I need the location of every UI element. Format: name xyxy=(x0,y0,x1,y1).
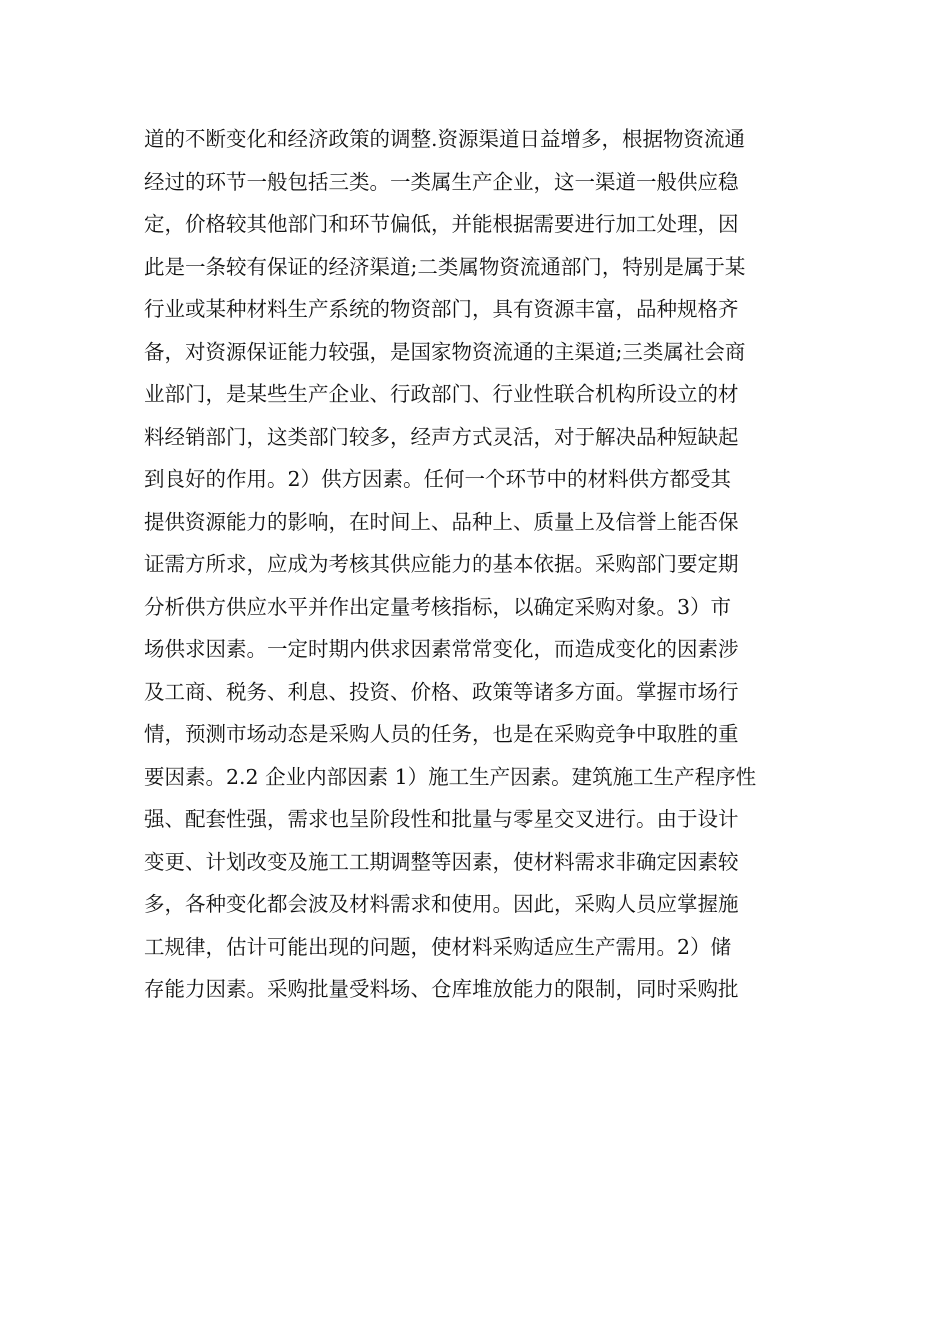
text-line-7: 业部门，是某些生产企业、行政部门、行业性联合机构所设立的材 xyxy=(144,382,739,406)
text-line-12: 分析供方供应水平并作出定量考核指标，以确定采购对象。3）市 xyxy=(144,594,732,619)
text-line-15: 情，预测市场动态是采购人员的任务，也是在采购竞争中取胜的重 xyxy=(144,722,739,746)
text-line-11: 证需方所求，应成为考核其供应能力的基本依据。采购部门要定期 xyxy=(144,552,739,576)
text-line-3: 定，价格较其他部门和环节偏低，并能根据需要进行加工处理，因 xyxy=(144,212,739,236)
text-line-13: 场供求因素。一定时期内供求因素常常变化，而造成变化的因素涉 xyxy=(144,637,739,661)
text-line-14: 及工商、税务、利息、投资、价格、政策等诸多方面。掌握市场行 xyxy=(144,679,739,704)
text-line-9: 到良好的作用。2）供方因素。任何一个环节中的材料供方都受其 xyxy=(144,467,732,491)
text-line-18: 变更、计划改变及施工工期调整等因素，使材料需求非确定因素较 xyxy=(144,849,739,874)
text-line-8: 料经销部门，这类部门较多，经声方式灵活，对于解决品种短缺起 xyxy=(144,424,739,449)
text-line-10: 提供资源能力的影响，在时间上、品种上、质量上及信誉上能否保 xyxy=(144,509,739,534)
text-line-16: 要因素。2.2 企业内部因素 1）施工生产因素。建筑施工生产程序性 xyxy=(144,764,757,789)
text-line-6: 备，对资源保证能力较强，是国家物资流通的主渠道;三类属社会商 xyxy=(144,339,746,364)
body-paragraph xyxy=(144,118,804,1011)
text-line-19: 多，各种变化都会波及材料需求和使用。因此，采购人员应掌握施 xyxy=(144,892,739,916)
text-line-20: 工规律，估计可能出现的问题，使材料采购适应生产需用。2）储 xyxy=(144,934,732,959)
text-line-1: 道的不断变化和经济政策的调整.资源渠道日益增多，根据物资流通 xyxy=(144,127,746,151)
text-line-21: 存能力因素。采购批量受料场、仓库堆放能力的限制，同时采购批 xyxy=(144,977,739,1001)
text-line-17: 强、配套性强，需求也呈阶段性和批量与零星交叉进行。由于设计 xyxy=(144,807,739,831)
text-line-2: 经过的环节一般包括三类。一类属生产企业，这一渠道一般供应稳 xyxy=(144,169,739,194)
text-line-5: 行业或某种材料生产系统的物资部门，具有资源丰富，品种规格齐 xyxy=(144,297,739,321)
text-line-4: 此是一条较有保证的经济渠道;二类属物资流通部门，特别是属于某 xyxy=(144,254,746,279)
